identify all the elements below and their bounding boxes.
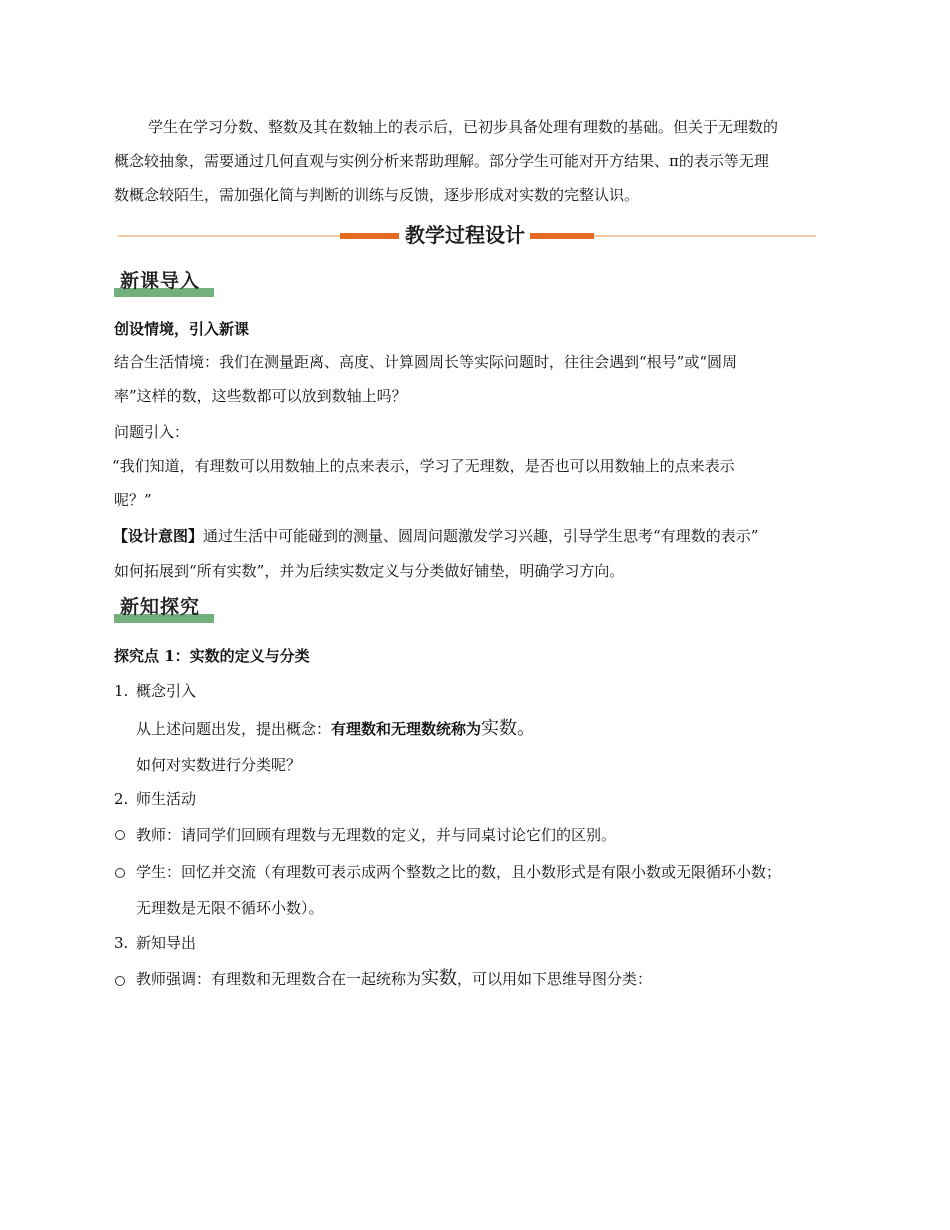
- teacher-emphasis-lead: 教师强调：有理数和无理数合在一起统称为: [136, 970, 422, 988]
- item-3-title: 新知导出: [136, 934, 197, 952]
- item-1-text: [136, 719, 535, 739]
- item-2-title: 师生活动: [136, 790, 197, 808]
- item-1-title: 概念引入: [136, 682, 197, 700]
- bullet-icon: [115, 830, 125, 840]
- banner-rule-left: [118, 235, 348, 237]
- banner-title: 教学过程设计: [399, 221, 531, 249]
- item-1-text-lead: 从上述问题出发，提出概念：: [136, 720, 332, 738]
- student-activity-line-1: 学生：回忆并交流（有理数可表示成两个整数之比的数，且小数形式是有限小数或无限循环小数；: [136, 863, 782, 881]
- question-line-1: “我们知道，有理数可以用数轴上的点来表示，学习了无理数，是否也可以用数轴上的点来表示: [112, 457, 735, 475]
- item-1-question: 如何对实数进行分类呢？: [136, 756, 302, 774]
- design-intent-label: 【设计意图】: [113, 527, 204, 545]
- bullet-icon: [115, 976, 125, 986]
- section1-heading: 创设情境，引入新课: [114, 320, 250, 338]
- section-tag-new-lesson: [114, 269, 214, 297]
- teacher-emphasis: [136, 969, 652, 989]
- bullet-icon: [115, 868, 125, 878]
- tag-label: 新知探究: [120, 596, 201, 618]
- item-1-number: 1.: [114, 682, 129, 700]
- teacher-activity: 教师：请同学们回顾有理数与无理数的定义，并与同桌讨论它们的区别。: [136, 826, 617, 844]
- context-line-2: 率”这样的数，这些数都可以放到数轴上吗？: [114, 387, 407, 405]
- banner-bar-right: [530, 233, 594, 239]
- context-line-1: 结合生活情境：我们在测量距离、高度、计算圆周长等实际问题时，往往会遇到“根号”或“圆周: [114, 353, 738, 371]
- tag-label: 新课导入: [120, 270, 201, 292]
- intro-line-2: 概念较抽象，需要通过几何直观与实例分析来帮助理解。部分学生可能对开方结果、π的表示等无理: [114, 152, 769, 170]
- real-number-term: 实数: [421, 968, 458, 989]
- question-line-2: 呢？”: [114, 491, 152, 509]
- design-intent-line-1: [113, 526, 758, 546]
- item-2-number: 2.: [114, 790, 129, 808]
- design-intent-line-2: 如何拓展到“所有实数”，并为后续实数定义与分类做好铺垫，明确学习方向。: [114, 562, 625, 580]
- section-tag-new-knowledge: [114, 595, 214, 623]
- banner-rule-right: [594, 235, 816, 237]
- design-intent-text: 通过生活中可能碰到的测量、圆周问题激发学习兴趣，引导学生思考“有理数的表示”: [203, 527, 759, 545]
- student-activity-line-2: 无理数是无限不循环小数）。: [136, 899, 324, 917]
- intro-line-1: 学生在学习分数、整数及其在数轴上的表示后，已初步具备处理有理数的基础。但关于无理数的: [148, 118, 779, 136]
- teacher-emphasis-tail: ，可以用如下思维导图分类：: [457, 970, 653, 988]
- item-3-number: 3.: [114, 934, 129, 952]
- item-1-term: 实数。: [481, 718, 536, 739]
- banner-bar-left: [340, 233, 402, 239]
- item-1-definition: 有理数和无理数统称为: [331, 720, 482, 738]
- section2-heading: 探究点 1：实数的定义与分类: [114, 647, 310, 665]
- question-label: 问题引入：: [114, 423, 190, 441]
- intro-line-3: 数概念较陌生，需加强化简与判断的训练与反馈，逐步形成对实数的完整认识。: [114, 186, 640, 204]
